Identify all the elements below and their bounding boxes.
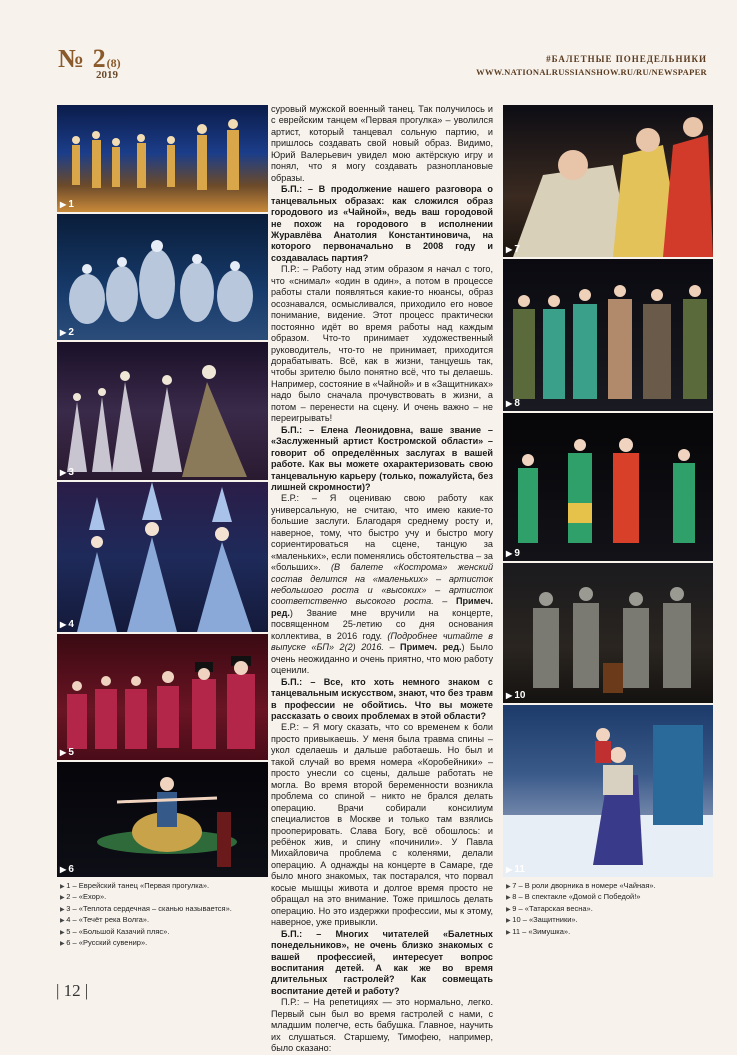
note-run: (В балете «Кострома» женский состав делится на «маленьких» – артисток небольшого роста и «высоких» – артисток соответственно высокого роста. –	[271, 562, 493, 607]
photo-2	[57, 214, 268, 340]
photo-9-figures	[503, 413, 713, 561]
caption: ▶ 7 – В роли дворника в номере «Чайная».	[506, 881, 716, 892]
page-number-value: 12	[63, 981, 81, 1000]
issue-sub: (8)	[106, 56, 121, 70]
photo-6	[57, 762, 268, 877]
photo-number: ▶ 11	[506, 864, 525, 875]
question-text: Б.П.: – Все, кто хоть немного знаком с танцевальным искусством, знают, что без травм в профессии не обойтись. Что вы можете рассказать о своих проблемах в этой области?	[271, 676, 493, 722]
caption: ▶ 3 – «Теплота сердечная – сканью называется».	[60, 904, 270, 915]
question-paragraph	[271, 929, 493, 998]
photo-number: ▶ 4	[60, 619, 74, 630]
photo-11-figures	[503, 705, 713, 877]
photo-7-figures	[503, 105, 713, 257]
paragraph: П.Р.: – На репетициях — это нормально, легко. Первый сын был во время гастролей с нами, с младшим полегче, есть бабушка. Главное, научить их слушаться. Старшему, Тимофею, например, было сказано:	[271, 997, 493, 1054]
photo-3-figures	[57, 342, 268, 480]
photo-5	[57, 634, 268, 760]
photo-11	[503, 705, 713, 877]
caption: ▶ 6 – «Русский сувенир».	[60, 938, 270, 949]
photo-number: ▶ 7	[506, 244, 520, 255]
photo-1	[57, 105, 268, 212]
caption: ▶ 4 – «Течёт река Волга».	[60, 915, 270, 926]
caption: ▶ 9 – «Татарская весна».	[506, 904, 716, 915]
photo-5-figures	[57, 634, 268, 760]
captions-left	[60, 881, 270, 949]
photo-1-figures	[57, 105, 268, 212]
section-title: #БАЛЕТНЫЕ ПОНЕДЕЛЬНИКИ	[546, 54, 707, 64]
issue-no: № 2	[58, 44, 107, 73]
header-right	[476, 54, 707, 77]
editor-note: Примеч. ред.	[271, 596, 493, 618]
editor-note: Примеч. ред.	[400, 642, 462, 653]
caption: ▶ 8 – В спектакле «Домой с Победой!»	[506, 892, 716, 903]
text-run: Е.Р.: – Я оцениваю свою работу как универсальную, не считаю, что имею какие-то большие заслуги. Благодаря среднему росту и, наверное, тому, что быстро учу и быстро могу сориентироваться на сцене, танцую за «маленьких», если поменялись обстоятельства – за «больших».	[271, 493, 493, 573]
photo-number: ▶ 3	[60, 467, 74, 478]
photo-7	[503, 105, 713, 257]
question-text: Б.П.: – Елена Леонидовна, ваше звание – «Заслуженный артист Костромской области» – говорит об определённых заслугах в вашей работе. Как вы можете охарактеризовать свою танцевальную карьеру (только, пожалуйста, без лишней скромности)?	[271, 424, 493, 492]
paragraph: П.Р.: – Работу над этим образом я начал с того, что «снимал» «один в один», а потом в процессе работы стали появляться какие-то нюансы, образ осознавался, осмысливался, приходило его новое понимание, видение. Этот процесс практически постоянно идёт во время работы над каждым образом. Что-то принимает художественный руководитель, что-то не принимает, приходится дорабатывать. Всё, как в жизни, танцуешь так, чтобы зрителю было понятно всё, что ты делаешь. Например, состояние в «Чайной» и в «Защитниках» надо было сначала прочувствовать в жизни, а потом – перенести на сцену. И очень важно – не переигрывать!	[271, 264, 493, 424]
paragraph: Е.Р.: – Я могу сказать, что со временем к боли просто привыкаешь. У меня была травма спины – укол сделаешь и дальше работаешь. Но был и такой случай во время номера «Коробейники» – просто унесли со сцены, дальше работать не могла. Во время второй беременности возникла проблема со спиной – никто не брался делать операцию. Врачи собирали консилиум специалистов в Москве и только там взялись прооперировать. Слава Богу, всё обошлось: и ребёнок жив, и спину «починили». У Павла Михайловича проблема с коленями, делали операцию. А однажды на концерте в Самаре, где было много знакомых, так постарался, что порвал косые мышцы живота и долгое время просто не обращал на это внимание. Тоже пришлось делать операцию. Но это издержки профессии, мы к этому, наверное, уже привыкли.	[271, 722, 493, 928]
photo-2-figures	[57, 214, 268, 340]
photo-number: ▶ 8	[506, 398, 520, 409]
photo-6-figures	[57, 762, 268, 877]
photo-10-figures	[503, 563, 713, 703]
photo-number: ▶ 10	[506, 690, 526, 701]
page-number: | 12 |	[56, 981, 89, 1000]
photo-number: ▶ 1	[60, 199, 74, 210]
paragraph: суровый мужской военный танец. Так получилось и с еврейским танцем «Первая прогулка» – уволился артист, который танцевал сольную партию, и пришлось создавать свой новый образ. Видимо, Юрий Валерьевич увидел мою актёрскую игру и понял, что я могу создавать разноплановые образы.	[271, 104, 493, 183]
issue-year: 2019	[96, 69, 118, 81]
photo-4	[57, 482, 268, 632]
caption: ▶ 5 – «Большой Казачий пляс».	[60, 927, 270, 938]
question-text: Б.П.: – В продолжение нашего разговора о танцевальных образах: как сложился образ городового из «Чайной», ведь ваш городовой не похож на городового в исполнении Журавлёва Анатолия Константиновича, на которого первоначально в 2008 году и создавалась партия?	[271, 184, 493, 263]
photo-8-figures	[503, 259, 713, 411]
captions-right	[506, 881, 716, 938]
photo-number: ▶ 6	[60, 864, 74, 875]
photo-number: ▶ 9	[506, 548, 520, 559]
question-paragraph	[271, 184, 493, 264]
photo-number: ▶ 5	[60, 747, 74, 758]
photo-number: ▶ 2	[60, 327, 74, 338]
text-run: ) Звание мне вручили на концерте, посвященном 25-летию со дня основания коллектива, в 2016 году.	[271, 607, 493, 641]
site-url[interactable]: WWW.NATIONALRUSSIANSHOW.RU/RU/NEWSPAPER	[476, 67, 707, 77]
photo-3	[57, 342, 268, 480]
text-run: ) Было очень неожиданно и очень приятно, что мою работу оценили.	[271, 642, 494, 676]
caption: ▶ 1 – Еврейский танец «Первая прогулка».	[60, 881, 270, 892]
photo-10	[503, 563, 713, 703]
article-text	[271, 104, 493, 1055]
photo-9	[503, 413, 713, 561]
note-run: (Подробнее читайте в выпуске «БП» 2(2) 2016. –	[271, 630, 493, 653]
caption: ▶ 11 – «Зимушка».	[506, 927, 716, 938]
photo-8	[503, 259, 713, 411]
question-text: Б.П.: – Многих читателей «Балетных понедельников», не очень близко знакомых с вашей профессией, интересует вопрос воспитания детей. А как же во время длительных гастролей? Как совмещать воспитание детей и работу?	[271, 928, 493, 996]
question-paragraph	[271, 677, 493, 723]
paragraph	[271, 493, 493, 676]
question-paragraph	[271, 425, 493, 494]
photo-4-figures	[57, 482, 268, 632]
caption: ▶ 2 – «Ехор».	[60, 892, 270, 903]
caption: ▶ 10 – «Защитники».	[506, 915, 716, 926]
